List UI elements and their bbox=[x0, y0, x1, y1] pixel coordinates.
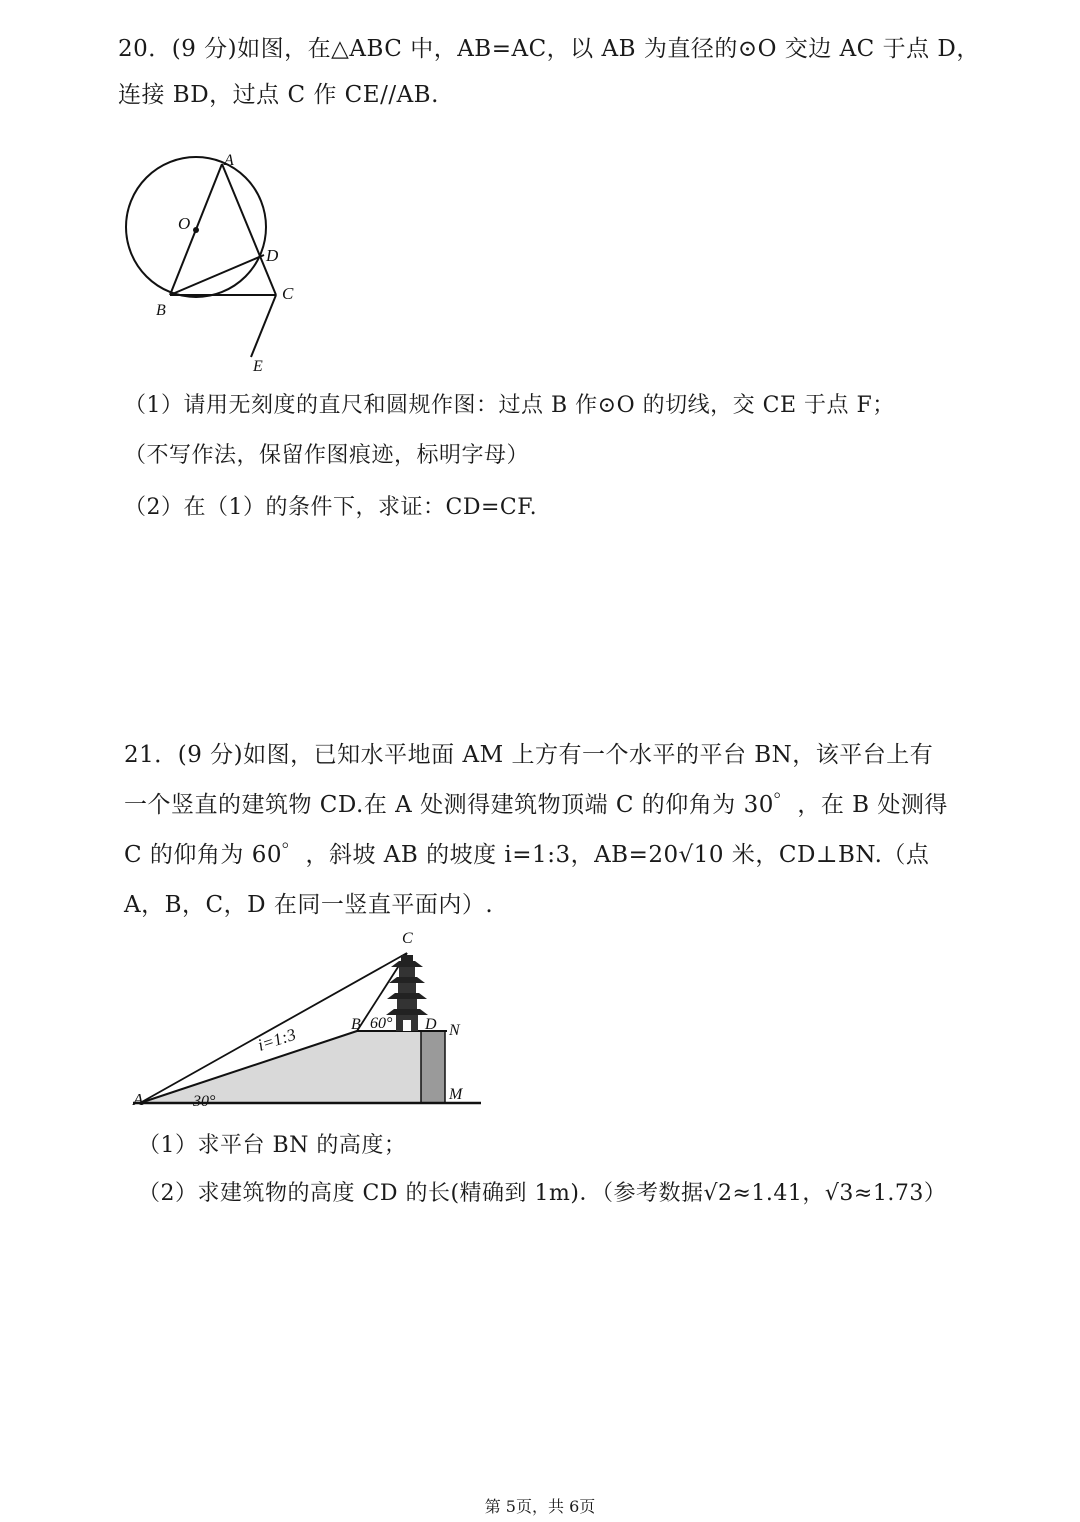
label-d: D bbox=[266, 246, 279, 265]
q21-stem-line2: 一个竖直的建筑物 CD.在 A 处测得建筑物顶端 C 的仰角为 30゜，在 B 处测得 bbox=[124, 792, 948, 818]
label-d: D bbox=[425, 1016, 437, 1033]
label-a: A bbox=[133, 1090, 144, 1109]
q20-part1-line1: （1）请用无刻度的直尺和圆规作图：过点 B 作⊙O 的切线，交 CE 于点 F； bbox=[124, 393, 895, 418]
label-c: C bbox=[282, 284, 294, 303]
page-footer: 第 5页，共 6页 bbox=[484, 1497, 596, 1516]
q21-part2: （2）求建筑物的高度 CD 的长(精确到 1m)．（参考数据√2≈1.41，√3≈1.73） bbox=[138, 1181, 947, 1206]
q20-stem-line1: 20．(9 分)如图，在△ABC 中，AB=AC，以 AB 为直径的⊙O 交边 AC 于点 D， bbox=[118, 36, 980, 62]
segment-ce bbox=[251, 295, 276, 357]
label-b: B bbox=[351, 1016, 361, 1033]
q21-part1: （1）求平台 BN 的高度； bbox=[138, 1133, 407, 1158]
platform-wall bbox=[421, 1031, 445, 1103]
angle-a-label: 30° bbox=[193, 1093, 216, 1110]
label-m: M bbox=[449, 1086, 463, 1103]
slope-label: i=1:3 bbox=[255, 1024, 299, 1055]
q20-part1-line2: （不写作法，保留作图痕迹，标明字母） bbox=[124, 443, 530, 468]
label-b: B bbox=[156, 302, 166, 319]
q21-slope-figure bbox=[125, 925, 505, 1115]
q20-stem-line2: 连接 BD，过点 C 作 CE//AB. bbox=[118, 82, 439, 108]
label-c: C bbox=[402, 930, 413, 947]
q21-stem-line4: A，B，C，D 在同一竖直平面内）. bbox=[124, 892, 494, 918]
label-a: A bbox=[224, 152, 234, 169]
segment-ac bbox=[222, 164, 276, 295]
q20-circle-figure bbox=[110, 145, 430, 385]
label-n: N bbox=[449, 1022, 460, 1039]
label-e: E bbox=[253, 358, 263, 375]
center-point-o bbox=[193, 227, 199, 233]
q21-stem-line3: C 的仰角为 60゜，斜坡 AB 的坡度 i=1:3，AB=20√10 米，CD⊥BN.（点 bbox=[124, 842, 930, 868]
q20-part2: （2）在（1）的条件下，求证：CD=CF. bbox=[124, 495, 538, 520]
angle-b-label: 60° bbox=[370, 1015, 393, 1032]
q21-stem-line1: 21．(9 分)如图，已知水平地面 AM 上方有一个水平的平台 BN，该平台上有 bbox=[124, 742, 934, 768]
label-o: O bbox=[178, 214, 191, 233]
